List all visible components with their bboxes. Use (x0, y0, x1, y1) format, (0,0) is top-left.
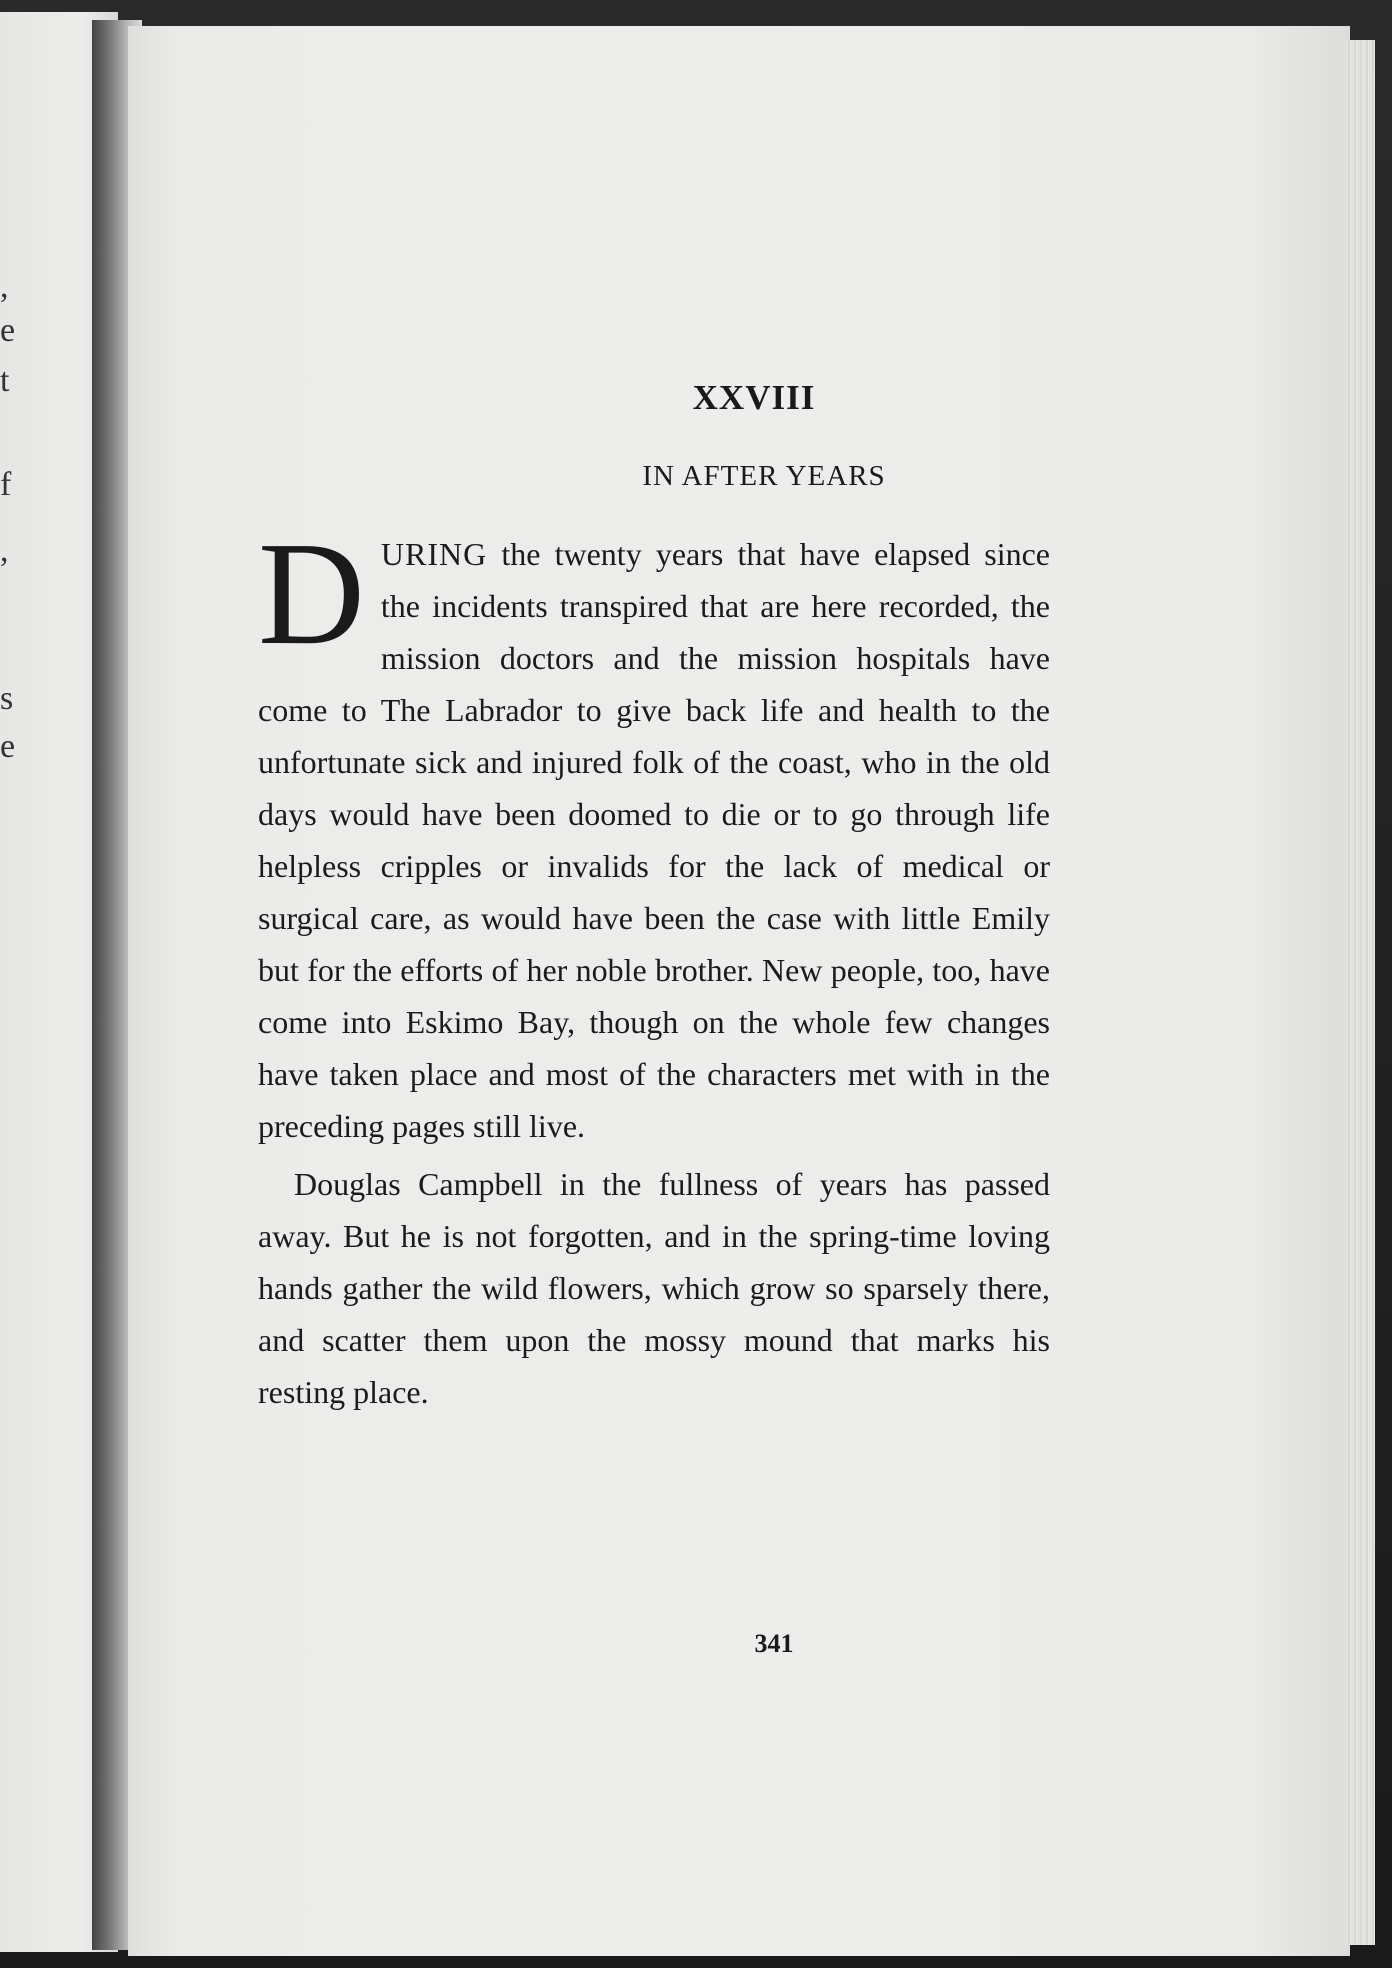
page-stack-edge (1345, 40, 1375, 1945)
first-word-rest: URING (380, 536, 488, 572)
left-page-fragment: e (0, 728, 16, 765)
left-page-fragment: e (0, 312, 16, 349)
paragraph-1 (258, 512, 1050, 1152)
left-page-fragment: , (0, 532, 9, 569)
paragraph-2: Douglas Campbell in the fullness of years has passed away. But he is not forgotten, and in the spring-time loving hands gather the wild flowers, which grow so sparsely there, and scatter them upon the mossy mound that marks his resting place. (258, 1166, 1050, 1410)
chapter-title: IN AFTER YEARS (642, 460, 886, 492)
paragraph-1-text: the twenty years that have elapsed since the incidents transpired that are here recorded, the mission doctors and the mission hospitals have come to The Labrador to give back life and health to the unfortunate sick and injured folk of the coast, who in the old days would have been doomed to die or to go through life helpless cripples or invalids for the lack of medical or surgical care, as would have been the case with little Emily but for the efforts of her noble brother. New people, too, have come into Eskimo Bay, though on the whole few changes have taken place and most of the characters met with in the preceding pages still live. (258, 536, 1050, 1144)
drop-cap: D (258, 512, 365, 676)
left-page-fragment: , (0, 268, 9, 305)
left-page-fragment: f (0, 466, 12, 503)
page-number: 341 (754, 1629, 794, 1658)
chapter-number: XXVIII (692, 378, 816, 417)
book-page (128, 26, 1350, 1956)
left-page-fragment: t (0, 362, 10, 399)
chapter-body (258, 512, 1050, 1418)
left-page-fragment: s (0, 680, 14, 717)
